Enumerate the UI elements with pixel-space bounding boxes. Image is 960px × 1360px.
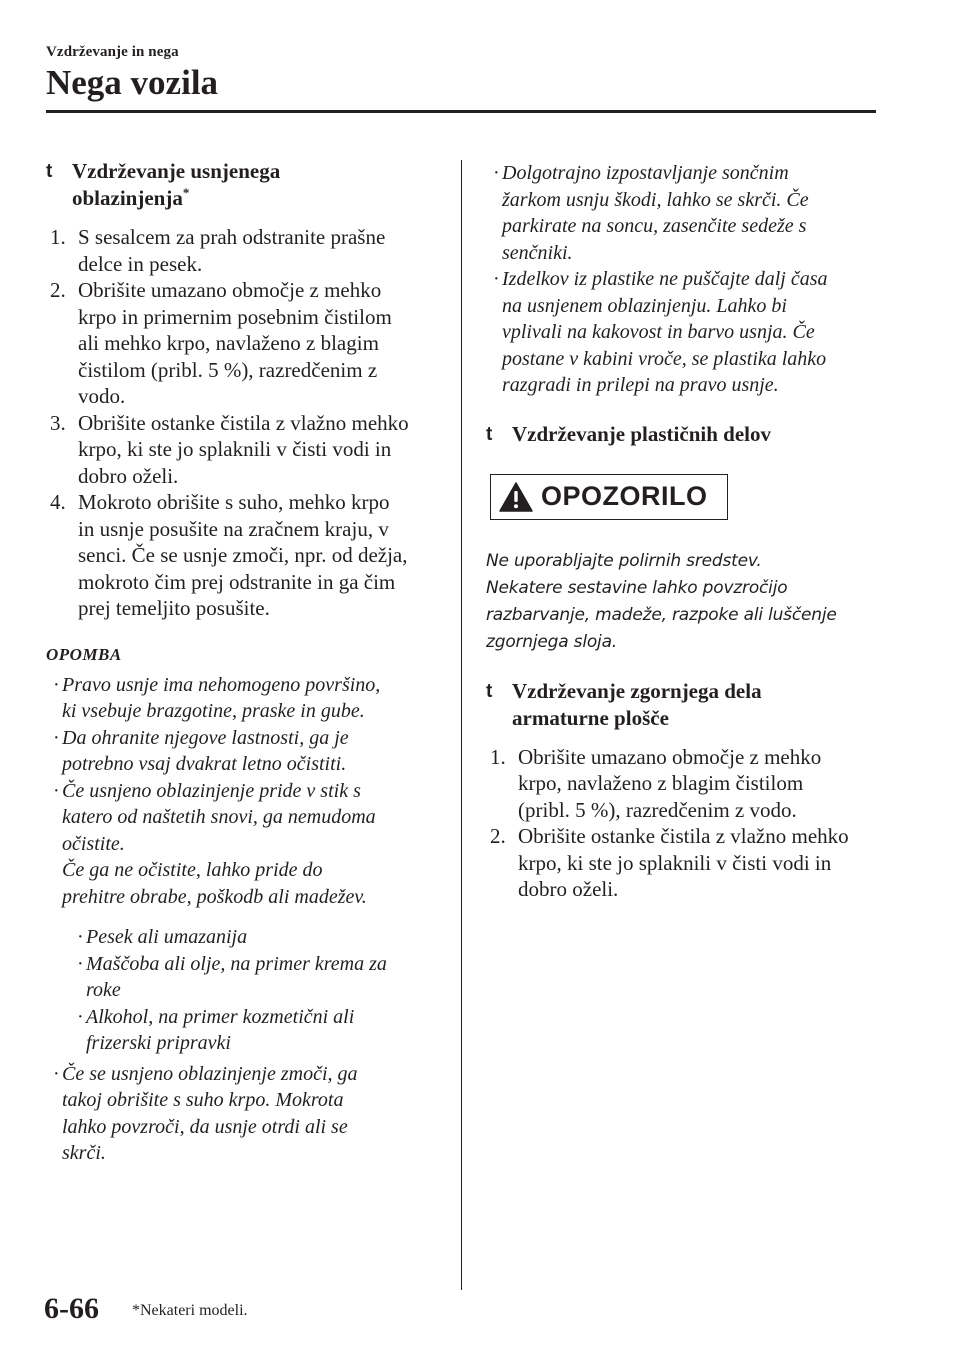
step-line: Obrišite umazano območje z mehko: [518, 744, 822, 769]
note-line: takoj obrišite s suho krpo. Mokrota: [62, 1089, 344, 1111]
section-marker-icon: t: [46, 161, 53, 182]
bullet-icon: ·: [53, 726, 60, 749]
note-line: postane v kabini vroče, se plastika lahko: [502, 347, 827, 370]
step-number: 3.: [50, 410, 66, 435]
note-line: žarkom usnju škodi, lahko se skrči. Če: [502, 188, 809, 211]
note-line: katero od naštetih snovi, ga nemudoma: [62, 806, 376, 828]
step-line: (pribl. 5 %), razredčenim z vodo.: [518, 797, 797, 822]
substance-item: [70, 924, 446, 951]
step-line: vodo.: [78, 384, 126, 408]
note-item: [46, 1061, 446, 1167]
step-item: [46, 410, 446, 490]
substance-line: roke: [86, 979, 121, 1001]
note-line: razgradi in prilepi na pravo usnje.: [502, 374, 779, 396]
bullet-icon: ·: [77, 926, 84, 948]
warning-line: zgornjega sloja.: [486, 631, 617, 652]
note-line: vplivali na kakovost in barvo usnja. Če: [502, 321, 815, 343]
right-column: [486, 160, 886, 903]
note-line: ki vsebuje brazgotine, praske in gube.: [62, 700, 365, 722]
note-item: [46, 672, 446, 725]
heading-line: Vzdrževanje usnjenega: [72, 159, 281, 183]
bullet-icon: ·: [493, 162, 500, 184]
note-line: prehitre obrabe, poškodb ali madežev.: [62, 885, 367, 908]
step-line: senci. Če se usnje zmoči, npr. od dežja,: [78, 543, 408, 567]
step-line: S sesalcem za prah odstranite prašne: [78, 225, 386, 249]
note-line: Pravo usnje ima nehomogeno površino,: [62, 673, 381, 696]
step-line: ali mehko krpo, navlaženo z blagim: [78, 331, 379, 355]
step-line: Obrišite ostanke čistila z vlažno mehko: [78, 410, 409, 435]
substance-item: [70, 951, 446, 1004]
note-line: na usnjenem oblazinjenju. Lahko bi: [502, 294, 787, 317]
step-line: prej temeljito posušite.: [78, 596, 270, 620]
note-line: Če ga ne očistite, lahko pride do: [62, 859, 323, 881]
bullet-icon: ·: [77, 1005, 84, 1028]
substance-list: [70, 924, 446, 1057]
substance-line: frizerski pripravki: [86, 1032, 231, 1054]
dashboard-care-heading: [486, 678, 886, 732]
step-line: delce in pesek.: [78, 251, 203, 276]
note-line: lahko povzroči, da usnje otrdi ali se: [62, 1115, 348, 1138]
step-item: [46, 277, 446, 410]
note-item: [46, 725, 446, 778]
step-number: 1.: [490, 744, 506, 769]
heading-line: oblazinjenja: [72, 186, 183, 210]
step-line: Mokroto obrišite s suho, mehko krpo: [78, 490, 390, 514]
bullet-icon: ·: [53, 1062, 60, 1085]
note-line: potrebno vsaj dvakrat letno očistiti.: [62, 753, 347, 775]
step-item: [46, 489, 446, 622]
step-number: 1.: [50, 225, 66, 249]
substance-line: Alkohol, na primer kozmetični ali: [86, 1005, 355, 1028]
step-line: Obrišite umazano območje z mehko: [78, 278, 382, 302]
bullet-icon: ·: [53, 673, 60, 696]
step-line: krpo, ki ste jo splaknili v čisti vodi in: [78, 437, 392, 461]
page-number: 6-66: [44, 1292, 99, 1325]
final-note-list: [46, 1061, 446, 1167]
step-line: in usnje posušite na zračnem kraju, v: [78, 516, 389, 541]
substance-line: Pesek ali umazanija: [86, 926, 248, 948]
note-line: očistite.: [62, 832, 125, 855]
note-line: senčniki.: [502, 241, 573, 264]
warning-box: [490, 474, 728, 520]
section-marker-icon: t: [486, 680, 493, 702]
step-line: dobro oželi.: [518, 877, 619, 901]
note-line: skrči.: [62, 1142, 106, 1164]
left-column: [46, 158, 446, 1167]
step-line: čistilom (pribl. 5 %), razredčenim z: [78, 357, 378, 382]
column-divider: [461, 160, 462, 1290]
section-label: Vzdrževanje in nega: [46, 44, 179, 60]
step-item: [486, 823, 886, 903]
header-rule: [46, 110, 876, 113]
note-line: Izdelkov iz plastike ne puščajte dalj časa: [502, 268, 828, 290]
step-number: 2.: [490, 824, 506, 848]
section-marker-icon: t: [486, 423, 493, 445]
note-list-continued: [486, 160, 886, 399]
substance-line: Maščoba ali olje, na primer krema za: [86, 952, 387, 975]
leather-steps: [46, 224, 446, 622]
page-title: Nega vozila: [46, 63, 219, 102]
leather-care-heading: [46, 158, 446, 212]
step-line: dobro oželi.: [78, 463, 179, 488]
substance-item: [70, 1004, 446, 1057]
bullet-icon: ·: [77, 952, 84, 975]
step-line: krpo, navlaženo z blagim čistilom: [518, 771, 804, 795]
note-item: [46, 778, 446, 911]
heading-line: Vzdrževanje zgornjega dela: [512, 678, 762, 703]
step-line: mokroto čim prej odstranite in ga čim: [78, 569, 396, 594]
warning-line: razbarvanje, madeže, razpoke ali luščenje: [486, 604, 837, 625]
heading-line: armaturne plošče: [512, 705, 669, 730]
note-item: [486, 160, 886, 266]
warning-line: Ne uporabljajte polirnih sredstev.: [486, 550, 762, 571]
note-line: Če usnjeno oblazinjenje pride v stik s: [62, 779, 361, 802]
bullet-icon: ·: [53, 779, 60, 802]
warning-text: [486, 548, 886, 656]
footnote-mark: *: [182, 185, 190, 200]
dashboard-steps: [486, 744, 886, 903]
note-line: Če se usnjeno oblazinjenje zmoči, ga: [62, 1062, 358, 1085]
page-header: [46, 44, 876, 103]
step-line: krpo, ki ste jo splaknili v čisti vodi in: [518, 850, 832, 875]
note-line: Da ohranite njegove lastnosti, ga je: [62, 726, 349, 749]
warning-label: OPOZORILO: [541, 481, 708, 511]
step-line: krpo in primernim posebnim čistilom: [78, 304, 392, 329]
bullet-icon: ·: [493, 268, 500, 290]
footnote: *Nekateri modeli.: [132, 1302, 248, 1319]
note-item: [486, 266, 886, 399]
note-line: Dolgotrajno izpostavljanje sončnim: [502, 162, 789, 184]
plastic-care-heading: [486, 421, 886, 448]
step-line: Obrišite ostanke čistila z vlažno mehko: [518, 824, 849, 848]
note-list: [46, 672, 446, 911]
step-item: [486, 744, 886, 824]
step-number: 2.: [50, 278, 66, 302]
step-number: 4.: [50, 490, 66, 514]
note-line: parkirate na soncu, zasenčite sedeže s: [502, 215, 807, 237]
warning-triangle-icon: [499, 482, 533, 512]
warning-line: Nekatere sestavine lahko povzročijo: [486, 577, 788, 598]
heading-line: Vzdrževanje plastičnih delov: [512, 421, 771, 446]
note-label: OPOMBA: [46, 644, 122, 664]
step-item: [46, 224, 446, 277]
